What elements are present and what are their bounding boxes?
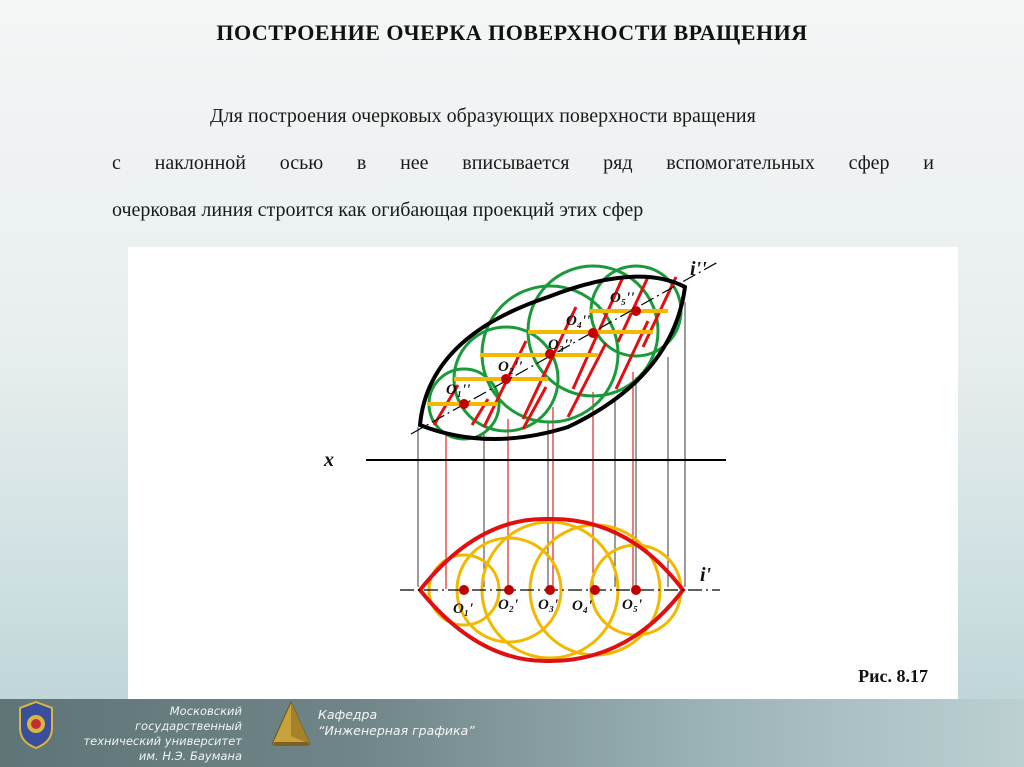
label-o2-front: O₂'' <box>498 359 523 375</box>
university-line-2: технический университет <box>83 734 242 748</box>
department-logo-icon <box>270 700 312 748</box>
department-line-2: “Инженерная графика” <box>318 723 475 738</box>
label-x-axis: x <box>324 449 334 471</box>
paragraph-line-2: с наклонной осью в нее вписывается ряд вспомогательных сфер и <box>112 152 934 174</box>
figure-caption: Рис. 8.17 <box>858 666 928 686</box>
paragraph-line-1: Для построения очерковых образующих поверхности вращения <box>210 105 756 127</box>
label-axis-front: i'' <box>690 258 707 280</box>
university-name <box>62 704 242 764</box>
department-line-1: Кафедра <box>318 707 378 722</box>
department-name <box>318 707 538 739</box>
university-line-3: им. Н.Э. Баумана <box>138 749 242 763</box>
figure-drawing <box>128 247 958 699</box>
label-o3-front: O₃'' <box>548 337 573 353</box>
university-logo-icon <box>16 700 56 750</box>
label-o5-front: O₅'' <box>610 290 635 306</box>
label-o5-top: O₅' <box>622 597 643 613</box>
university-line-1: Московский государственный <box>135 704 242 733</box>
description-paragraph <box>112 93 934 234</box>
label-axis-top: i' <box>700 564 712 586</box>
top-center-points <box>459 585 641 595</box>
paragraph-line-3: очерковая линия строится как огибающая проекций этих сфер <box>112 199 644 221</box>
label-o3-top: O₃' <box>538 597 559 613</box>
label-o1-front: O₁'' <box>446 382 471 398</box>
page-title: ПОСТРОЕНИЕ ОЧЕРКА ПОВЕРХНОСТИ ВРАЩЕНИЯ <box>216 20 808 45</box>
label-o1-top: O₁' <box>453 601 474 617</box>
label-o4-top: O₄' <box>572 598 593 614</box>
label-o4-front: O₄'' <box>566 313 591 329</box>
label-o2-top: O₂' <box>498 597 519 613</box>
figure-panel <box>128 247 958 699</box>
